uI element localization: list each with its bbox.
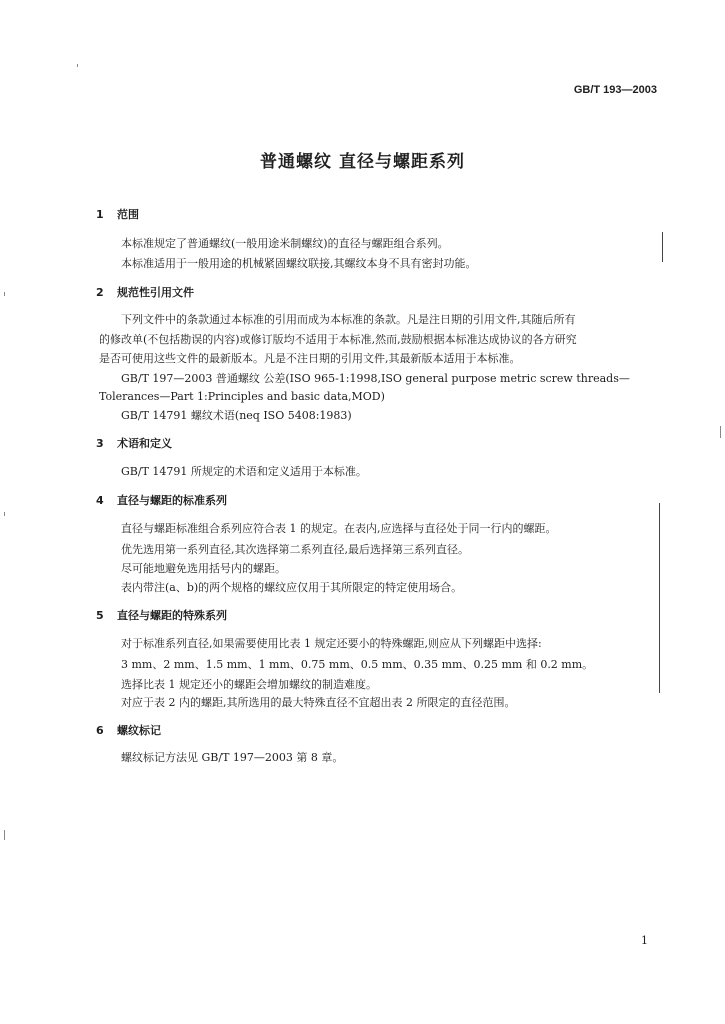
reference-line: Tolerances—Part 1:Principles and basic data,MOD) <box>99 390 385 403</box>
section-5-heading <box>96 608 227 624</box>
paragraph-line: 3 mm、2 mm、1.5 mm、1 mm、0.75 mm、0.5 mm、0.35 mm、0.25 mm 和 0.2 mm。 <box>121 658 594 671</box>
paragraph-line: 对于标准系列直径,如果需要使用比表 1 规定还要小的特殊螺距,则应从下列螺距中选择: <box>121 637 542 650</box>
section-title: 螺纹标记 <box>117 724 161 737</box>
section-number: 1 <box>96 208 104 221</box>
paragraph-line: 是否可使用这些文件的最新版本。凡是不注日期的引用文件,其最新版本适用于本标准。 <box>99 352 521 365</box>
section-number: 5 <box>96 609 104 622</box>
section-title: 直径与螺距的标准系列 <box>117 494 227 507</box>
paragraph-line: 的修改单(不包括勘误的内容)或修订版均不适用于本标准,然而,鼓励根据本标准达成协议的各方研究 <box>99 333 577 346</box>
section-title: 范围 <box>117 208 139 221</box>
section-1-heading <box>96 207 139 223</box>
reference-line: GB/T 197—2003 普通螺纹 公差(ISO 965-1:1998,ISO general purpose metric screw threads— <box>121 372 630 385</box>
section-number: 6 <box>96 724 104 737</box>
section-title: 规范性引用文件 <box>117 286 194 299</box>
paragraph-line: 优先选用第一系列直径,其次选择第二系列直径,最后选择第三系列直径。 <box>121 543 469 556</box>
section-6-heading <box>96 723 161 739</box>
paragraph-line: 表内带注(a、b)的两个规格的螺纹应仅用于其所限定的特定使用场合。 <box>121 581 463 594</box>
standard-code: GB/T 193—2003 <box>573 84 657 96</box>
paragraph-line: 下列文件中的条款通过本标准的引用而成为本标准的条款。凡是注日期的引用文件,其随后所有 <box>121 313 576 326</box>
scan-mark <box>77 64 78 67</box>
section-2-heading <box>96 285 194 301</box>
paragraph-line: 尽可能地避免选用括号内的螺距。 <box>121 562 286 575</box>
change-bar <box>662 232 663 262</box>
section-3-heading <box>96 436 172 452</box>
paragraph-line: 本标准规定了普通螺纹(一般用途米制螺纹)的直径与螺距组合系列。 <box>121 237 449 250</box>
scan-mark <box>4 830 5 840</box>
section-4-heading <box>96 493 227 509</box>
section-title: 术语和定义 <box>117 437 172 450</box>
section-number: 3 <box>96 437 104 450</box>
section-number: 2 <box>96 286 104 299</box>
document-title: 普通螺纹 直径与螺距系列 <box>260 152 465 172</box>
section-title: 直径与螺距的特殊系列 <box>117 609 227 622</box>
paragraph-line: 螺纹标记方法见 GB/T 197—2003 第 8 章。 <box>121 751 344 764</box>
paragraph-line: 本标准适用于一般用途的机械紧固螺纹联接,其螺纹本身不具有密封功能。 <box>121 257 477 270</box>
section-number: 4 <box>96 494 104 507</box>
change-bar <box>659 503 660 693</box>
scan-mark <box>4 512 5 516</box>
scan-mark <box>720 426 721 438</box>
paragraph-line: 直径与螺距标准组合系列应符合表 1 的规定。在表内,应选择与直径处于同一行内的螺距。 <box>121 522 557 535</box>
reference-line: GB/T 14791 螺纹术语(neq ISO 5408:1983) <box>121 409 352 422</box>
paragraph-line: 选择比表 1 规定还小的螺距会增加螺纹的制造难度。 <box>121 678 377 691</box>
scan-mark <box>4 292 5 296</box>
paragraph-line: GB/T 14791 所规定的术语和定义适用于本标准。 <box>121 465 367 478</box>
paragraph-line: 对应于表 2 内的螺距,其所选用的最大特殊直径不宜超出表 2 所限定的直径范围。 <box>121 696 516 709</box>
page-number: 1 <box>641 934 648 947</box>
